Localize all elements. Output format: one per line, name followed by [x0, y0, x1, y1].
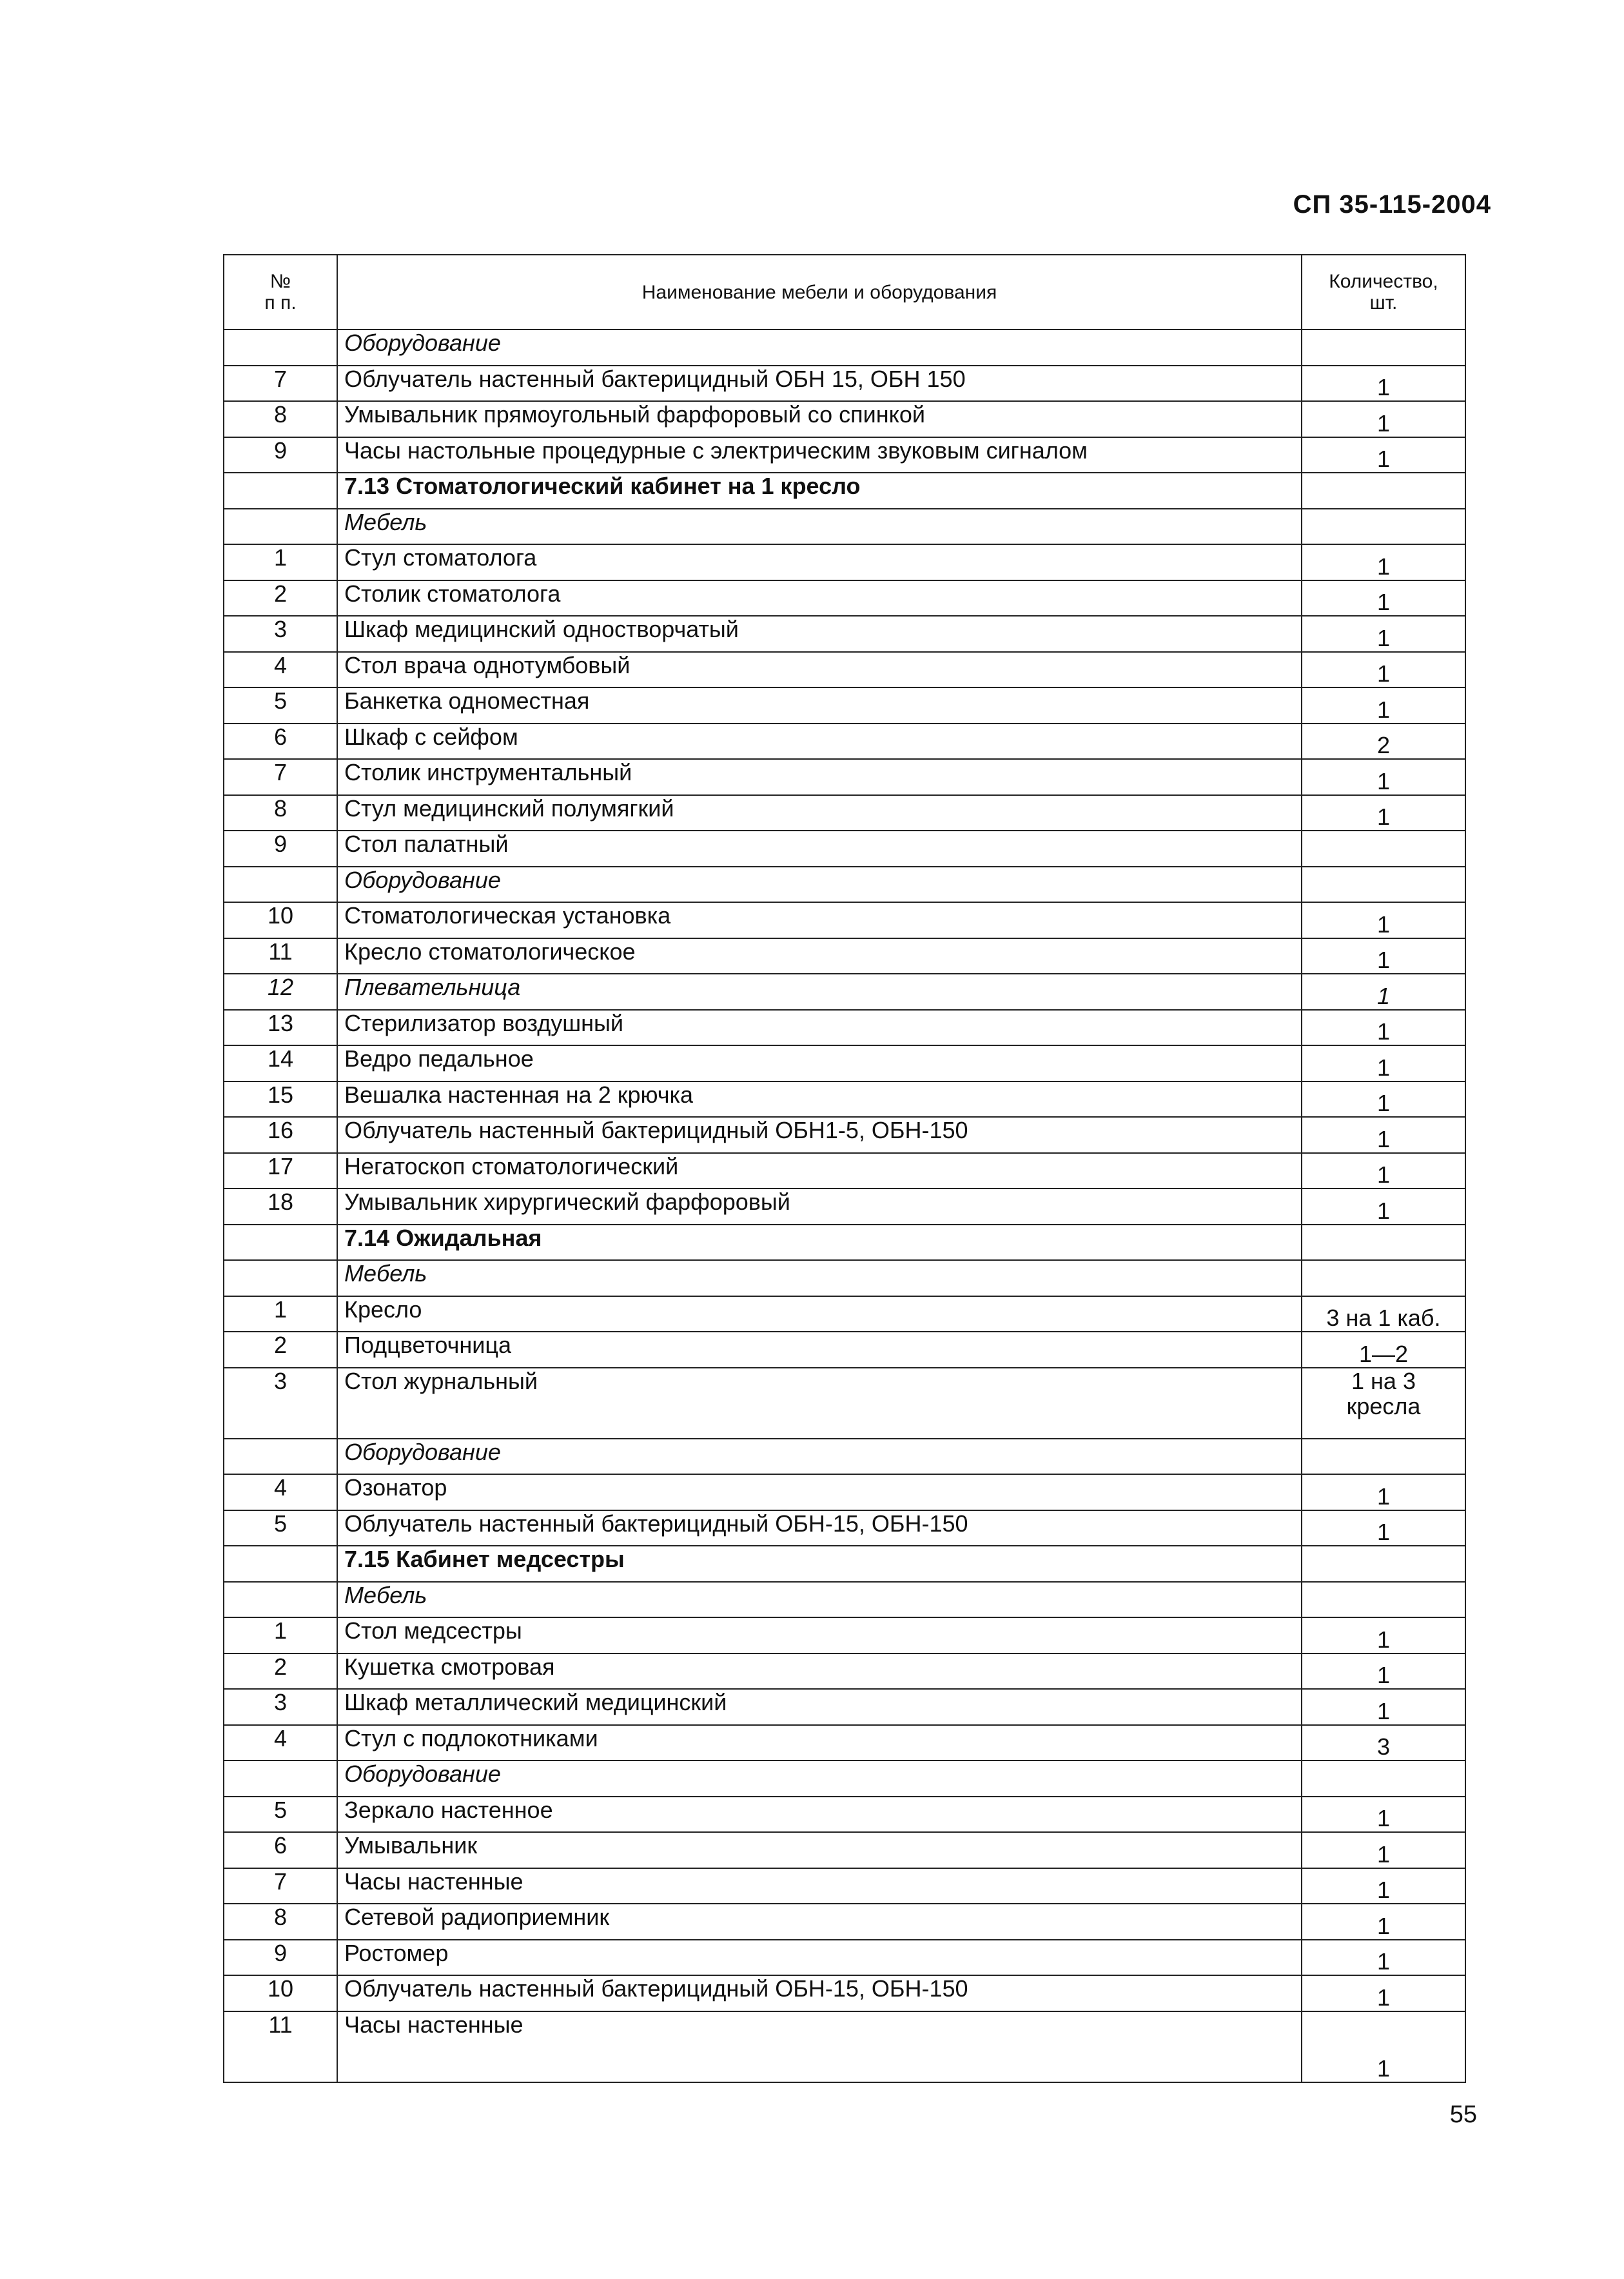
row-number [224, 1546, 337, 1582]
table-row [224, 687, 1465, 724]
item-name: Мебель [337, 509, 1302, 545]
row-number: 4 [224, 1474, 337, 1510]
item-name: Стол журнальный [337, 1368, 1302, 1439]
table-row [224, 2011, 1465, 2082]
item-quantity: 1—2 [1302, 1332, 1465, 1368]
group-row [224, 1260, 1465, 1296]
table-row [224, 724, 1465, 760]
item-name: Зеркало настенное [337, 1797, 1302, 1833]
item-name: Шкаф с сейфом [337, 724, 1302, 760]
item-quantity: 1 [1302, 366, 1465, 402]
table-row [224, 366, 1465, 402]
item-name: Оборудование [337, 1439, 1302, 1475]
table-row [224, 1010, 1465, 1046]
item-quantity: 1 на 3 кресла [1302, 1368, 1465, 1439]
item-name: Оборудование [337, 867, 1302, 903]
item-quantity: 3 на 1 каб. [1302, 1296, 1465, 1332]
item-name: Часы настенные [337, 1868, 1302, 1904]
item-name: Вешалка настенная на 2 крючка [337, 1081, 1302, 1118]
item-quantity [1302, 1761, 1465, 1797]
item-name: 7.15 Кабинет медсестры [337, 1546, 1302, 1582]
row-number [224, 1761, 337, 1797]
group-row [224, 867, 1465, 903]
item-name: Облучатель настенный бактерицидный ОБН1-5, ОБН-150 [337, 1117, 1302, 1153]
item-name: Кресло стоматологическое [337, 938, 1302, 974]
item-quantity: 1 [1302, 974, 1465, 1010]
item-name: 7.14 Ожидальная [337, 1225, 1302, 1261]
row-number: 5 [224, 1797, 337, 1833]
item-name: Ведро педальное [337, 1045, 1302, 1081]
table-row [224, 1725, 1465, 1761]
row-number: 4 [224, 652, 337, 688]
row-number: 9 [224, 831, 337, 867]
item-quantity: 1 [1302, 1117, 1465, 1153]
row-number: 7 [224, 759, 337, 795]
row-number [224, 1439, 337, 1475]
item-name: Стол палатный [337, 831, 1302, 867]
table-row [224, 1904, 1465, 1940]
row-number: 1 [224, 544, 337, 580]
item-quantity [1302, 1260, 1465, 1296]
table-row [224, 1153, 1465, 1189]
item-quantity: 1 [1302, 1940, 1465, 1976]
item-quantity: 1 [1302, 1045, 1465, 1081]
table-row [224, 1081, 1465, 1118]
row-number: 6 [224, 724, 337, 760]
row-number: 10 [224, 902, 337, 938]
item-name: Шкаф металлический медицинский [337, 1689, 1302, 1725]
item-quantity: 2 [1302, 724, 1465, 760]
item-name: Стол медсестры [337, 1617, 1302, 1653]
row-number: 10 [224, 1975, 337, 2011]
item-quantity: 1 [1302, 938, 1465, 974]
table-row [224, 1189, 1465, 1225]
table-row [224, 1975, 1465, 2011]
item-name: Стерилизатор воздушный [337, 1010, 1302, 1046]
row-number [224, 867, 337, 903]
row-number: 17 [224, 1153, 337, 1189]
row-number: 18 [224, 1189, 337, 1225]
row-number [224, 1225, 337, 1261]
group-row [224, 1582, 1465, 1618]
page-number: 55 [1449, 2101, 1477, 2128]
table-row [224, 652, 1465, 688]
column-header-name: Наименование мебели и оборудования [337, 255, 1302, 330]
row-number: 7 [224, 366, 337, 402]
item-name: Мебель [337, 1260, 1302, 1296]
item-quantity: 1 [1302, 2011, 1465, 2082]
table-row [224, 1689, 1465, 1725]
item-name: Облучатель настенный бактерицидный ОБН-15, ОБН-150 [337, 1975, 1302, 2011]
item-quantity: 1 [1302, 401, 1465, 437]
item-quantity: 1 [1302, 1904, 1465, 1940]
item-quantity: 1 [1302, 1653, 1465, 1690]
item-quantity [1302, 1439, 1465, 1475]
table-row [224, 1117, 1465, 1153]
row-number: 8 [224, 795, 337, 831]
table-row [224, 1045, 1465, 1081]
row-number [224, 509, 337, 545]
item-name: Стул с подлокотниками [337, 1725, 1302, 1761]
item-name: Озонатор [337, 1474, 1302, 1510]
table-row [224, 1797, 1465, 1833]
row-number: 9 [224, 437, 337, 473]
table-row [224, 1332, 1465, 1368]
item-quantity: 1 [1302, 1189, 1465, 1225]
item-quantity: 1 [1302, 1797, 1465, 1833]
table-row [224, 1368, 1465, 1439]
table-row [224, 437, 1465, 473]
item-name: Столик стоматолога [337, 580, 1302, 617]
item-quantity [1302, 1582, 1465, 1618]
item-name: Столик инструментальный [337, 759, 1302, 795]
item-quantity: 1 [1302, 1081, 1465, 1118]
row-number: 2 [224, 580, 337, 617]
section-row [224, 473, 1465, 509]
row-number [224, 1260, 337, 1296]
table-row [224, 759, 1465, 795]
item-quantity: 1 [1302, 902, 1465, 938]
item-name: Облучатель настенный бактерицидный ОБН 15, ОБН 150 [337, 366, 1302, 402]
item-quantity [1302, 330, 1465, 366]
table-row [224, 902, 1465, 938]
equipment-table [223, 254, 1466, 2083]
item-name: Стул стоматолога [337, 544, 1302, 580]
item-quantity [1302, 867, 1465, 903]
table-row [224, 1617, 1465, 1653]
item-quantity: 1 [1302, 544, 1465, 580]
row-number [224, 473, 337, 509]
row-number: 3 [224, 616, 337, 652]
table-row [224, 1474, 1465, 1510]
table-row [224, 580, 1465, 617]
table-row [224, 1832, 1465, 1868]
row-number: 16 [224, 1117, 337, 1153]
item-quantity: 1 [1302, 1832, 1465, 1868]
item-quantity: 1 [1302, 580, 1465, 617]
item-quantity: 1 [1302, 437, 1465, 473]
row-number: 2 [224, 1653, 337, 1690]
row-number: 13 [224, 1010, 337, 1046]
column-header-number: № п п. [224, 255, 337, 330]
item-quantity [1302, 831, 1465, 867]
item-name: Банкетка одноместная [337, 687, 1302, 724]
row-number: 8 [224, 1904, 337, 1940]
table-row [224, 616, 1465, 652]
section-row [224, 1225, 1465, 1261]
item-name: 7.13 Стоматологический кабинет на 1 кресло [337, 473, 1302, 509]
row-number: 15 [224, 1081, 337, 1118]
table-row [224, 401, 1465, 437]
item-name: Шкаф медицинский одностворчатый [337, 616, 1302, 652]
item-name: Подцветочница [337, 1332, 1302, 1368]
row-number: 9 [224, 1940, 337, 1976]
item-name: Плевательница [337, 974, 1302, 1010]
table-row [224, 974, 1465, 1010]
item-name: Стол врача однотумбовый [337, 652, 1302, 688]
row-number: 3 [224, 1368, 337, 1439]
item-name: Оборудование [337, 330, 1302, 366]
row-number: 6 [224, 1832, 337, 1868]
item-name: Кресло [337, 1296, 1302, 1332]
item-quantity: 1 [1302, 1153, 1465, 1189]
item-quantity: 1 [1302, 616, 1465, 652]
row-number: 7 [224, 1868, 337, 1904]
row-number: 3 [224, 1689, 337, 1725]
row-number: 11 [224, 2011, 337, 2082]
group-row [224, 1439, 1465, 1475]
item-name: Стул медицинский полумягкий [337, 795, 1302, 831]
item-name: Мебель [337, 1582, 1302, 1618]
item-quantity: 1 [1302, 1474, 1465, 1510]
item-quantity [1302, 473, 1465, 509]
item-quantity: 1 [1302, 759, 1465, 795]
item-name: Кушетка смотровая [337, 1653, 1302, 1690]
row-number: 2 [224, 1332, 337, 1368]
document-code: СП 35-115-2004 [1293, 190, 1491, 219]
row-number [224, 330, 337, 366]
table-header-row [224, 255, 1465, 330]
table-row [224, 938, 1465, 974]
table-body [224, 330, 1465, 2082]
table-row [224, 795, 1465, 831]
item-quantity: 1 [1302, 1975, 1465, 2011]
item-quantity: 1 [1302, 652, 1465, 688]
item-name: Часы настенные [337, 2011, 1302, 2082]
item-quantity: 3 [1302, 1725, 1465, 1761]
row-number: 12 [224, 974, 337, 1010]
group-row [224, 330, 1465, 366]
row-number: 5 [224, 687, 337, 724]
item-quantity: 1 [1302, 1010, 1465, 1046]
row-number [224, 1582, 337, 1618]
group-row [224, 509, 1465, 545]
item-name: Стоматологическая установка [337, 902, 1302, 938]
table-row [224, 1296, 1465, 1332]
item-name: Оборудование [337, 1761, 1302, 1797]
item-quantity: 1 [1302, 1617, 1465, 1653]
row-number: 1 [224, 1617, 337, 1653]
item-name: Умывальник прямоугольный фарфоровый со спинкой [337, 401, 1302, 437]
item-name: Облучатель настенный бактерицидный ОБН-15, ОБН-150 [337, 1510, 1302, 1546]
item-quantity: 1 [1302, 1868, 1465, 1904]
item-name: Негатоскоп стоматологический [337, 1153, 1302, 1189]
item-quantity: 1 [1302, 795, 1465, 831]
group-row [224, 1761, 1465, 1797]
row-number: 5 [224, 1510, 337, 1546]
item-name: Ростомер [337, 1940, 1302, 1976]
table-row [224, 1510, 1465, 1546]
section-row [224, 1546, 1465, 1582]
item-quantity: 1 [1302, 1510, 1465, 1546]
table-row [224, 1653, 1465, 1690]
item-name: Умывальник хирургический фарфоровый [337, 1189, 1302, 1225]
item-quantity [1302, 1225, 1465, 1261]
row-number: 8 [224, 401, 337, 437]
row-number: 14 [224, 1045, 337, 1081]
item-quantity: 1 [1302, 1689, 1465, 1725]
item-quantity [1302, 1546, 1465, 1582]
table-row [224, 1940, 1465, 1976]
table-row [224, 831, 1465, 867]
item-name: Сетевой радиоприемник [337, 1904, 1302, 1940]
item-name: Умывальник [337, 1832, 1302, 1868]
item-quantity: 1 [1302, 687, 1465, 724]
item-name: Часы настольные процедурные с электрическим звуковым сигналом [337, 437, 1302, 473]
item-quantity [1302, 509, 1465, 545]
row-number: 11 [224, 938, 337, 974]
row-number: 1 [224, 1296, 337, 1332]
column-header-quantity: Количество, шт. [1302, 255, 1465, 330]
table-row [224, 544, 1465, 580]
row-number: 4 [224, 1725, 337, 1761]
table-row [224, 1868, 1465, 1904]
